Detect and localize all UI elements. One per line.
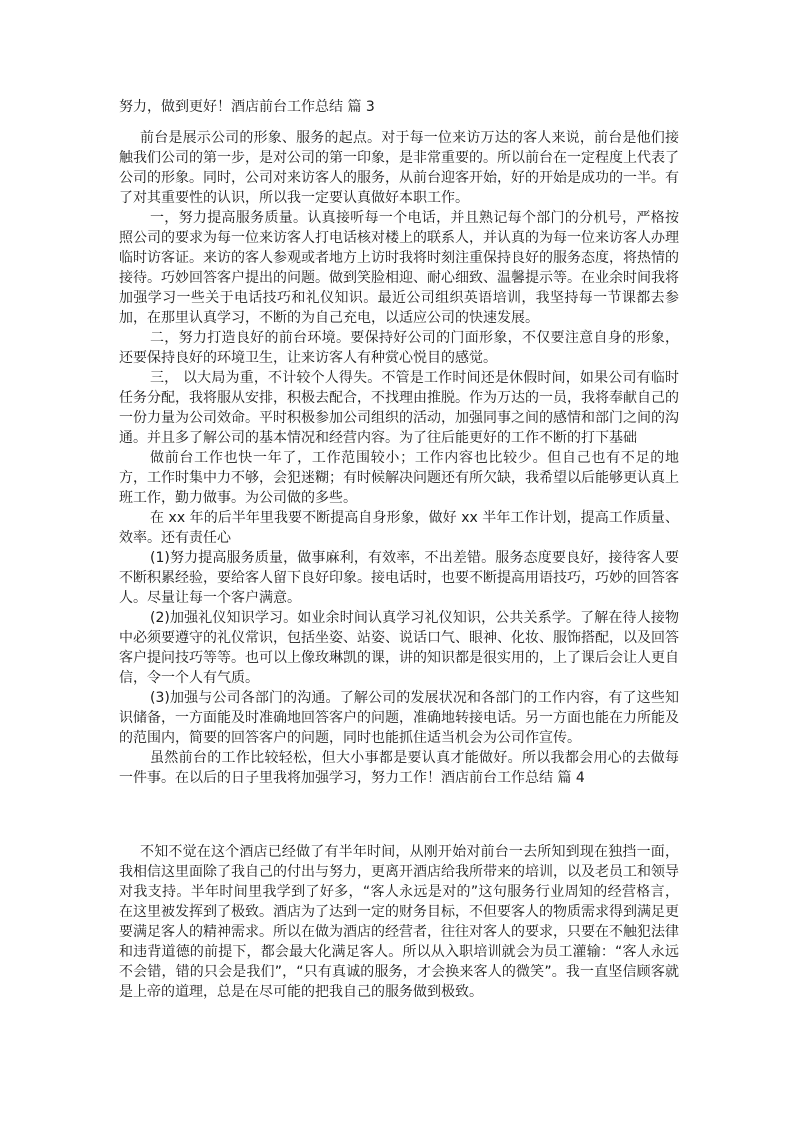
paragraph-plan-item-1: (1)努力提高服务质量，做事麻利，有效率，不出差错。服务态度要良好，接待客人要不断积累经验，要给客人留下良好印象。接电话时，也要不断提高用语技巧，巧妙的回答客人。尽量让每一个客户满意。 xyxy=(119,550,679,606)
paragraph-point-two: 二，努力打造良好的前台环境。要保持好公司的门面形象，不仅要注意自身的形象，还要保持良好的环境卫生，让来访客人有种赏心悦目的感觉。 xyxy=(119,330,679,366)
paragraph-point-one: 一，努力提高服务质量。认真接听每一个电话，并且熟记每个部门的分机号，严格按照公司的要求为每一位来访客人打电话核对楼上的联系人，并认真的为每一位来访客人办理临时访客证。来访的客人参观或者地方上访时我将时刻注重保持良好的服务态度，将热情的接待。巧妙回答客户提出的问题。做到笑脸相迎、耐心细致、温馨提示等。在业余时间我将加强学习一些关于电话技巧和礼仪知识。最近公司组织英语培训，我坚持每一节课都去参加，在那里认真学习，不断的为自己充电，以适应公司的快速发展。 xyxy=(119,210,679,326)
paragraph-point-three: 三， 以大局为重，不计较个人得失。不管是工作时间还是休假时间，如果公司有临时任务分配，我将服从安排，积极去配合，不找理由推脱。作为万达的一员，我将奉献自己的一份力量为公司效命。平时积极参加公司组织的活动，加强同事之间的感情和部门之间的沟通。并且多了解公司的基本情况和经营内容。为了往后能更好的工作不断的打下基础 xyxy=(119,370,679,446)
paragraph-plan-item-3: (3)加强与公司各部门的沟通。了解公司的发展状况和各部门的工作内容，有了这些知识储备，一方面能及时准确地回答客户的问题，准确地转接电话。另一方面也能在力所能及的范围内，简要的回答客户的问题，同时也能抓住适当机会为公司作宣传。 xyxy=(119,690,679,746)
paragraph-self-review: 做前台工作也快一年了，工作范围较小；工作内容也比较少。但自己也有不足的地方，工作时集中力不够，会犯迷糊；有时候解决问题还有所欠缺，我希望以后能够更认真上班工作，勤力做事。为公司做的多些。 xyxy=(119,450,679,506)
section-4-body xyxy=(119,842,679,1002)
paragraph-intro: 前台是展示公司的形象、服务的起点。对于每一位来访万达的客人来说，前台是他们接触我们公司的第一步，是对公司的第一印象，是非常重要的。所以前台在一定程度上代表了公司的形象。同时，公司对来访客人的服务，从前台迎客开始，好的开始是成功的一半。有了对其重要性的认识，所以我一定要认真做好本职工作。 xyxy=(119,130,679,206)
paragraph-plan-item-2: (2)加强礼仪知识学习。如业余时间认真学习礼仪知识，公共关系学。了解在待人接物中必须要遵守的礼仪常识，包括坐姿、站姿、说话口气、眼神、化妆、服饰搭配，以及回答客户提问技巧等等。也可以上像玫琳凯的课，讲的知识都是很实用的，上了课后会让人更自信，令一个人有气质。 xyxy=(119,610,679,686)
document-heading: 努力，做到更好！酒店前台工作总结 篇 3 xyxy=(119,99,375,115)
section-3-body xyxy=(119,128,679,788)
paragraph-section-4: 不知不觉在这个酒店已经做了有半年时间，从刚开始对前台一去所知到现在独挡一面，我相信这里面除了我自己的付出与努力，更离开酒店给我所带来的培训，以及老员工和领导对我支持。半年时间里我学到了好多，“客人永远是对的”这句服务行业周知的经营格言，在这里被发挥到了极致。酒店为了达到一定的财务目标，不但要客人的物质需求得到满足更要满足客人的精神需求。所以在做为酒店的经营者，往往对客人的要求，只要在不触犯法律和违背道德的前提下，都会最大化满足客人。所以从入职培训就会为员工灌输：“客人永远不会错，错的只会是我们”，“只有真诚的服务，才会换来客人的微笑”。我一直坚信顾客就是上帝的道理，总是在尽可能的把我自己的服务做到极致。 xyxy=(119,844,679,1000)
paragraph-conclusion: 虽然前台的工作比较轻松，但大小事都是要认真才能做好。所以我都会用心的去做每一件事。在以后的日子里我将加强学习，努力工作！酒店前台工作总结 篇 4 xyxy=(119,750,679,786)
paragraph-plan-intro: 在 xx 年的后半年里我要不断提高自身形象，做好 xx 半年工作计划，提高工作质量、效率。还有责任心 xyxy=(119,510,679,546)
